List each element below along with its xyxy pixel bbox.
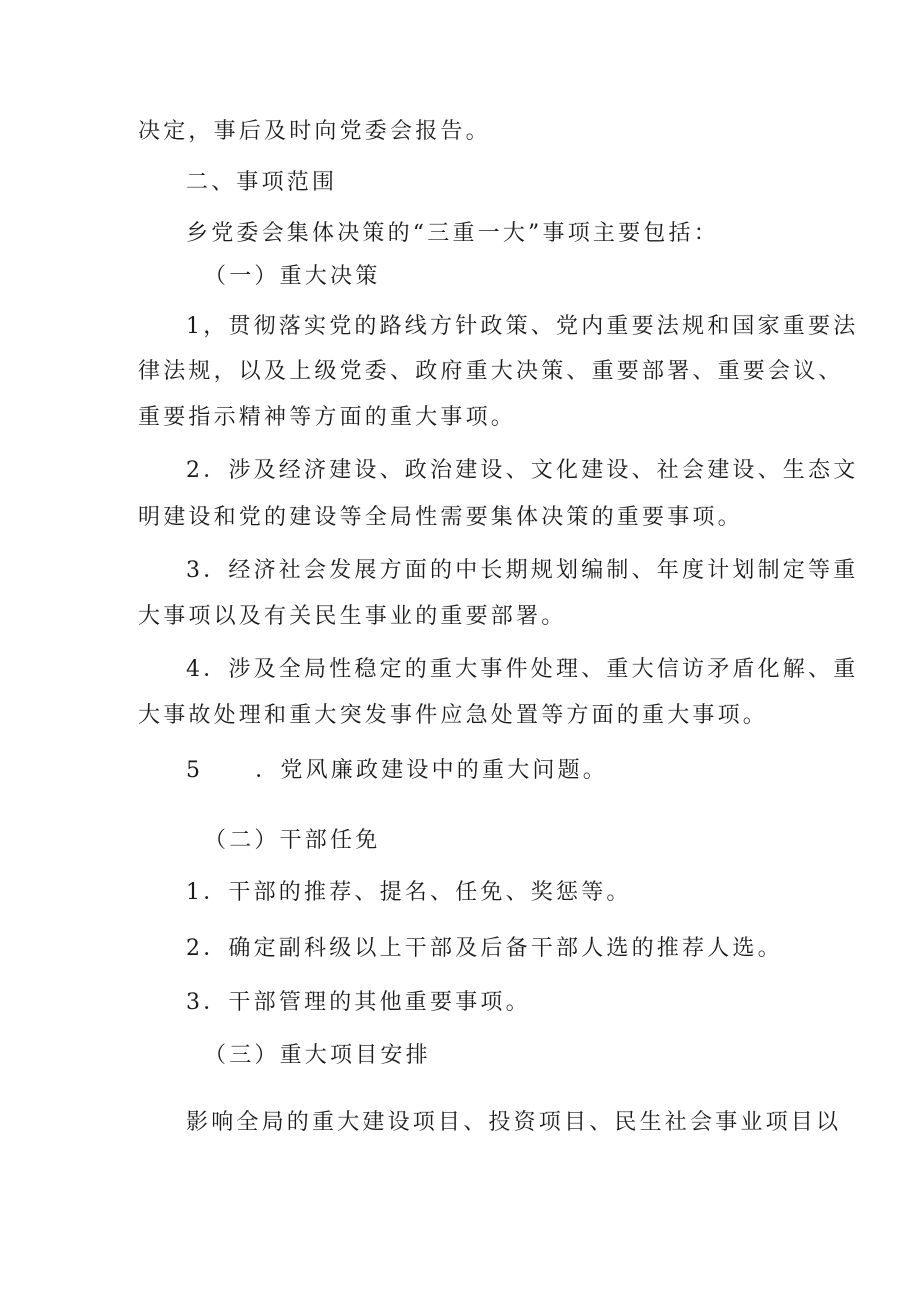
list-item-line: 2．确定副科级以上干部及后备干部人选的推荐人选。 <box>186 936 783 961</box>
list-item-number: 5 <box>186 758 204 783</box>
list-item-line: 1，贯彻落实党的路线方针政策、党内重要法规和国家重要法 <box>186 314 859 339</box>
list-item-line: 大事项以及有关民生事业的重要部署。 <box>138 604 567 629</box>
list-item-line: 3．经济社会发展方面的中长期规划编制、年度计划制定等重 <box>186 558 859 583</box>
list-item-line: 重要指示精神等方面的重大事项。 <box>138 405 517 430</box>
section-heading: 二、事项范围 <box>186 170 338 195</box>
list-item-line: 1．干部的推荐、提名、任免、奖惩等。 <box>186 880 632 905</box>
list-item-line: 3．干部管理的其他重要事项。 <box>186 990 531 1015</box>
paragraph-line: 乡党委会集体决策的“三重一大”事项主要包括： <box>186 221 719 246</box>
subsection-heading: （一）重大决策 <box>204 264 381 289</box>
list-item-line: 律法规，以及上级党委、政府重大决策、重要部署、重要会议、 <box>138 359 844 384</box>
paragraph-line: 决定，事后及时向党委会报告。 <box>138 119 491 144</box>
list-item-line: 明建设和党的建设等全局性需要集体决策的重要事项。 <box>138 505 743 530</box>
subsection-heading: （二）干部任免 <box>204 828 381 853</box>
list-item-line: 大事故处理和重大突发事件应急处置等方面的重大事项。 <box>138 703 769 728</box>
list-item-line: 4．涉及全局性稳定的重大事件处理、重大信访矛盾化解、重 <box>186 657 859 682</box>
paragraph-line: 影响全局的重大建设项目、投资项目、民生社会事业项目以 <box>186 1110 842 1135</box>
subsection-heading: （三）重大项目安排 <box>204 1043 431 1068</box>
list-item-text: ．党风廉政建设中的重大问题。 <box>255 758 609 783</box>
list-item-line: 2．涉及经济建设、政治建设、文化建设、社会建设、生态文 <box>186 458 859 483</box>
list-item-line <box>186 756 846 786</box>
